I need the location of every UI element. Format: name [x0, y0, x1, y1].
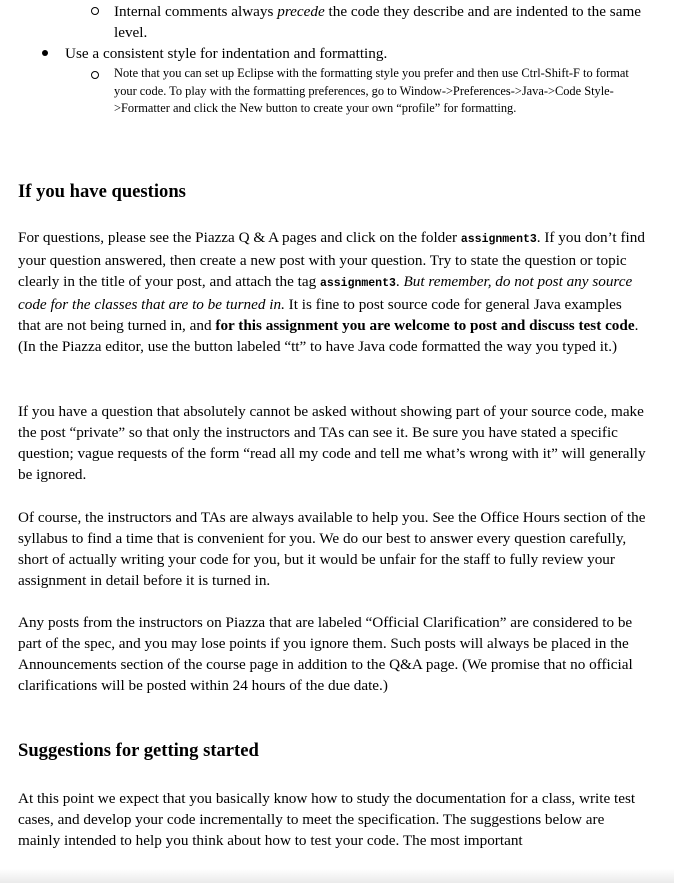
section-heading-questions: If you have questions: [18, 181, 186, 202]
code-folder-name: assignment3: [460, 233, 537, 246]
questions-paragraph-1: For questions, please see the Piazza Q & A pages and click on the folder assignment3. If you don’t find your question answered, then create a new post with your question. Try to state the question or topic clearly in the title of your post, and attach the tag assignment3. But remember, do not post any source code for the classes that are to be turned in. It is fine to post source code for general Java examples that are not being turned in, and for this assignment you are welcome to post and discuss test code. (In the Piazza editor, use the button labeled “tt” to have Java code formatted the way you typed it.): [18, 229, 645, 355]
suggestions-paragraph-1: At this point we expect that you basically know how to study the documentation for a class, write test cases, and develop your code incrementally to meet the specification. The suggestions below are mainly intended to help you think about how to test your code. The most important: [18, 790, 636, 849]
sub-bullet-marker: [91, 71, 99, 79]
code-tag-name: assignment3: [319, 277, 396, 290]
page-bottom-shadow: [0, 869, 674, 883]
bullet-marker: [42, 50, 48, 56]
questions-paragraph-2: If you have a question that absolutely cannot be asked without showing part of your source code, make the post “private” so that only the instructors and TAs can see it. Be sure you have stated a specific question; vague requests of the form “read all my code and tell me what’s wrong with it” will generally be ignored.: [18, 403, 646, 483]
sub-bullet-marker: [91, 7, 99, 15]
bullet-internal-comments: Internal comments always precede the code they describe and are indented to the same level.: [114, 3, 641, 41]
questions-paragraph-4: Any posts from the instructors on Piazza that are labeled “Official Clarification” are considered to be part of the spec, and you may lose points if you ignore them. Such posts will always be placed in the Announcements section of the course page in addition to the Q&A page. (We promise that no official clarifications will be posted within 24 hours of the due date.): [18, 614, 633, 694]
questions-paragraph-3: Of course, the instructors and TAs are always available to help you. See the Office Hours section of the syllabus to find a time that is convenient for you. We do our best to answer every question carefully, short of actually writing your code for you, but it would be unfair for the staff to fully review your assignment in detail before it is turned in.: [18, 509, 646, 589]
section-heading-suggestions: Suggestions for getting started: [18, 740, 259, 761]
bullet-eclipse-note: Note that you can set up Eclipse with the formatting style you prefer and then use Ctrl-Shift-F to format your code. To play with the formatting preferences, go to Window->Preferences->Java->Code Style->Formatter and click the New button to create your own “profile” for formatting.: [114, 66, 629, 116]
bullet-consistent-style: Use a consistent style for indentation and formatting.: [65, 45, 388, 62]
